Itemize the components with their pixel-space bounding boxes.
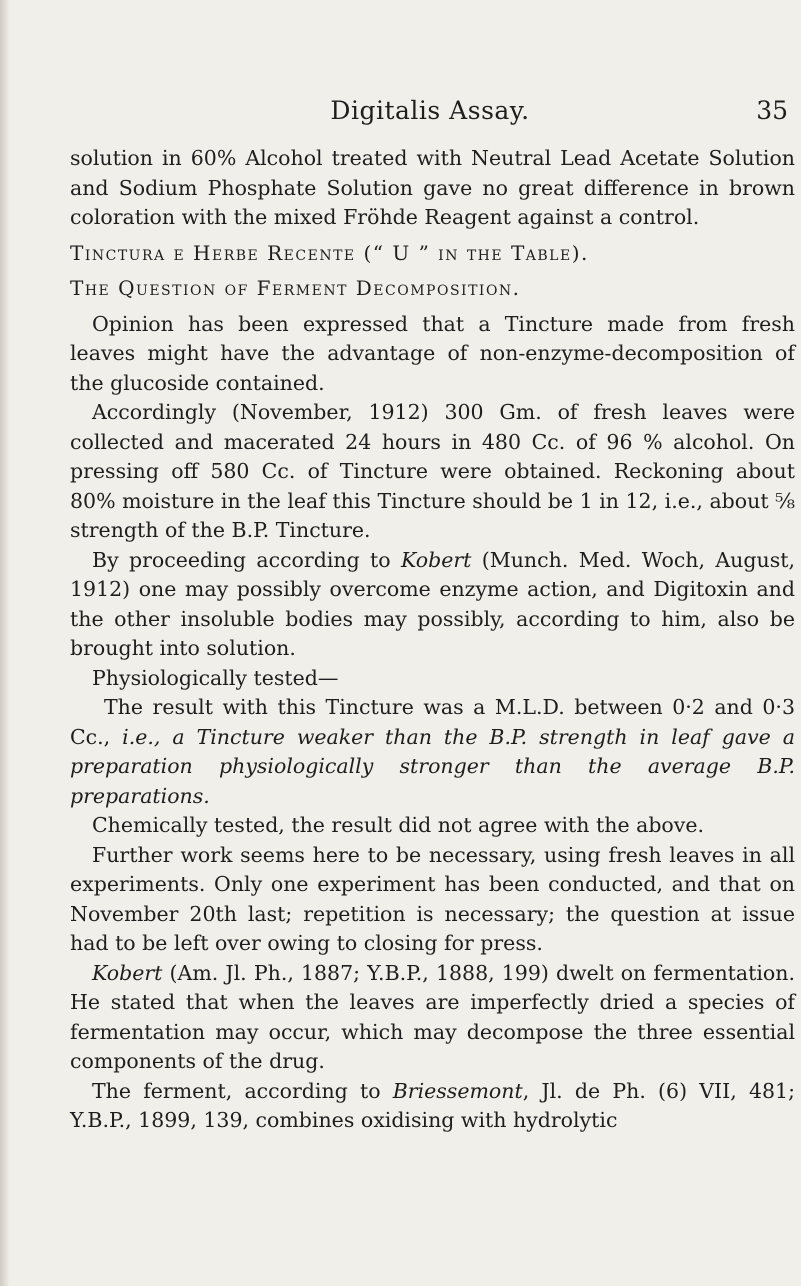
page-edge-shadow bbox=[0, 0, 10, 1286]
body-text bbox=[70, 144, 795, 1136]
emphasis-text: i.e., a Tincture weaker than the B.P. strength in leaf gave a preparation physiologically stronger than the average B.P. preparations. bbox=[70, 724, 795, 808]
paragraph-chemical: Chemically tested, the result did not agree with the above. bbox=[92, 813, 705, 837]
paragraph-accordingly: Accordingly (November, 1912) 300 Gm. of fresh leaves were collected and macerated 24 hours in 480 Cc. of 96 % alcohol. On pressing off 580 Cc. of Tincture were obtained. Reckoning about 80% moisture in the leaf this Tincture should be 1 in 12, i.e., about ⅝ strength of the B.P. Tincture. bbox=[70, 400, 795, 542]
paragraph-ferment bbox=[70, 1077, 795, 1136]
text-run: The ferment, according to bbox=[92, 1078, 393, 1103]
paragraph-result bbox=[70, 693, 795, 811]
text-run: (Munch. Med. Woch, August, 1912) one may possibly overcome enzyme action, and Digitoxin and the other insoluble bodies may possibly, according to him, also be brought into solution. bbox=[70, 547, 795, 660]
text-run: (Am. Jl. Ph., 1887; Y.B.P., 1888, 199) dwelt on fermentation. He stated that when the leaves are imperfectly dried a species of fermentation may occur, which may decompose the three essential components of the drug. bbox=[70, 960, 795, 1073]
running-head bbox=[64, 96, 796, 132]
paragraph-opinion: Opinion has been expressed that a Tincture made from fresh leaves might have the advantage of non-enzyme-decomposition of the glucoside contained. bbox=[70, 311, 795, 395]
paragraph-further-work: Further work seems here to be necessary, using fresh leaves in all experiments. Only one experiment has been conducted, and that on November 20th last; repetition is necessary; the question at issue had to be left over owing to closing for press. bbox=[70, 842, 795, 955]
author-name: Briessemont bbox=[392, 1078, 523, 1103]
paragraph-continuation: solution in 60% Alcohol treated with Neutral Lead Acetate Solution and Sodium Phosphate Solution gave no great difference in brown coloration with the mixed Fröhde Reagent against a control. bbox=[70, 146, 795, 229]
author-name: Kobert bbox=[92, 960, 163, 985]
text-run: By proceeding according to bbox=[92, 547, 401, 572]
text-run: The result with this Tincture was a M.L.D. between 0·2 and 0·3 Cc., bbox=[70, 695, 795, 749]
section-heading-tinctura: Tinctura e Herbe Recente (“ U ” in the Table). bbox=[70, 240, 589, 265]
paragraph-kobert-fermentation bbox=[70, 959, 795, 1077]
author-name: Kobert bbox=[400, 547, 472, 572]
running-title: Digitalis Assay. bbox=[330, 96, 530, 125]
paragraph-kobert-method bbox=[70, 546, 795, 664]
page-number: 35 bbox=[756, 96, 788, 125]
text-run: , Jl. de Ph. (6) VII, 481; Y.B.P., 1899, 139, combines oxidising with hydrolytic bbox=[70, 1078, 795, 1132]
section-heading-ferment: The Question of Ferment Decomposition. bbox=[70, 276, 521, 300]
paragraph-physiological: Physiologically tested— bbox=[92, 665, 339, 690]
